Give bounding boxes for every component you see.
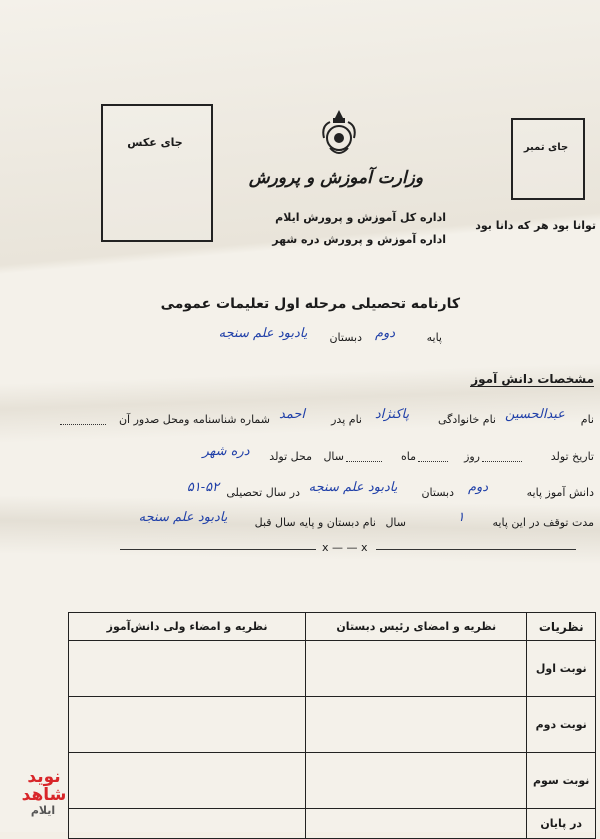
row1-principal-cell — [306, 641, 527, 697]
student-grade-label: دانش آموز پایه — [526, 486, 594, 499]
birth-place-value: دره شهر — [202, 444, 250, 459]
row2-principal-cell — [306, 697, 527, 753]
stay-label: مدت توقف در این پایه — [492, 516, 594, 529]
row3-principal-cell — [306, 753, 527, 809]
watermark-sub: ایلام — [30, 804, 56, 817]
family-value: پاکنژاد — [374, 407, 410, 422]
row1-label: نوبت اول — [527, 641, 596, 697]
row3-parent-cell — [69, 753, 306, 809]
stay-value: ۱ — [457, 510, 465, 525]
watermark-logo: نوید شاهد — [21, 767, 67, 805]
ministry-title: وزارت آموزش و پرورش — [248, 168, 424, 188]
photo-box-label: جای عکس — [127, 136, 183, 149]
header-principal-opinion: نظریه و امضای رئیس دبستان — [306, 613, 527, 641]
evaluation-table — [68, 612, 596, 839]
stamp-box-label: جای تمبر — [523, 142, 569, 153]
birth-label: تاریخ تولد — [550, 450, 594, 463]
student-school-value: یادبود علم سنجه — [308, 480, 398, 495]
birth-month-label: ماه — [400, 450, 416, 463]
separator-right — [376, 549, 576, 550]
father-value: احمد — [279, 407, 305, 422]
separator-left — [120, 549, 316, 550]
birth-day-blank — [482, 461, 522, 462]
school-label: دبستان — [329, 331, 362, 344]
row2-label: نوبت دوم — [527, 697, 596, 753]
student-school-label: دبستان — [421, 486, 454, 499]
grade-value: دوم — [374, 326, 396, 341]
prev-school-value: یادبود علم سنجه — [138, 510, 228, 525]
family-label: نام خانوادگی — [438, 413, 496, 426]
department-line-1: اداره کل آموزش و پرورش ایلام — [275, 211, 446, 224]
stamp-box — [511, 118, 585, 200]
prev-school-label: نام دبستان و پایه سال قبل — [254, 516, 376, 529]
birth-year-blank — [346, 461, 382, 462]
section-heading: مشخصات دانش آموز — [471, 372, 594, 386]
student-year-value: ۵۱-۵۲ — [186, 480, 220, 495]
id-label: شماره شناسنامه ومحل صدور آن — [118, 413, 270, 426]
row4-principal-cell — [306, 809, 527, 839]
student-year-label: در سال تحصیلی — [226, 486, 300, 499]
row2-parent-cell — [69, 697, 306, 753]
header-parent-opinion: نظریه و امضاء ولی دانش‌آموز — [69, 613, 306, 641]
school-value: یادبود علم سنجه — [218, 326, 308, 341]
grade-label: پایه — [426, 331, 442, 344]
birth-month-blank — [418, 461, 448, 462]
department-line-2: اداره آموزش و پرورش دره شهر — [272, 233, 446, 246]
separator-mark: x — — x — [322, 541, 368, 554]
birth-place-label: محل تولد — [269, 450, 312, 463]
photo-box — [101, 104, 213, 242]
father-label: نام پدر — [331, 413, 362, 426]
report-title: کارنامه تحصیلی مرحله اول تعلیمات عمومی — [160, 296, 460, 312]
header-remarks: نظریات — [527, 613, 596, 641]
id-blank — [60, 424, 106, 425]
row1-parent-cell — [69, 641, 306, 697]
motto: توانا بود هر که دانا بود — [475, 219, 596, 232]
birth-day-label: روز — [464, 450, 480, 463]
row4-parent-cell — [69, 809, 306, 839]
row4-label: در پایان — [527, 809, 596, 839]
name-label: نام — [580, 413, 594, 426]
name-value: عبدالحسین — [505, 407, 565, 422]
student-grade-value: دوم — [467, 480, 489, 495]
birth-year-label: سال — [323, 450, 344, 463]
stay-year-label: سال — [385, 516, 406, 529]
row3-label: نوبت سوم — [527, 753, 596, 809]
crest-emblem — [314, 108, 364, 167]
